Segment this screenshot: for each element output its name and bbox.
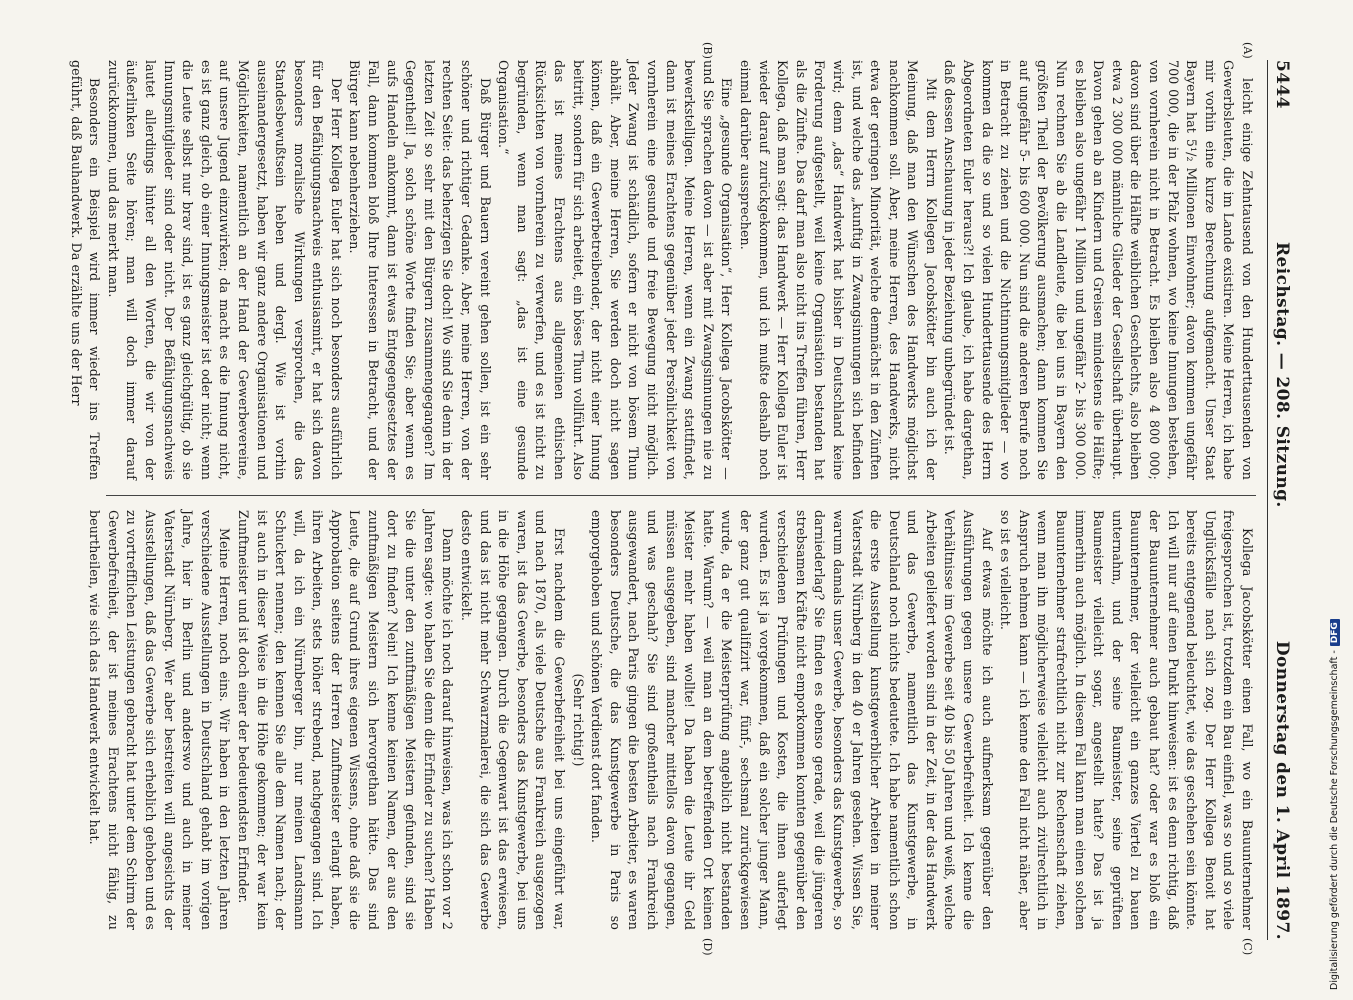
page-header xyxy=(1272,60,1300,940)
paragraph: Der Herr Kollega Euler hat sich noch besonders ausführlich für den Befähigungsnachweis enthusiasmirt, er hat sich davon besonders moralische Wirkungen versprochen, die das Standesbewußtsein heben und dergl. Wie ist vorhin auseinandergesetzt, haben wir ganz andere Organisationen und Möglichkeiten, namentlich an der Hand der Gewerbevereine, auf unsere Jugend einzuwirken; da macht es die Innung nicht, es ist ganz gleich, ob einer Innungsmeister ist oder nicht; wenn die Leute selbst nur brav sind, ist es ganz gleichgültig, ob sie Innungsmitglieder sind oder nicht. Der Befähigungsnachweis lautet allerdings hinter all den Worten, die wir von der äußerlinken Seite hören; man will doch immer darauf zurückkommen, und das merkt man. xyxy=(105,60,344,480)
dfg-logo: DFG xyxy=(1330,619,1340,646)
paragraph: Daß Bürger und Bauern vereint gehen sollen, ist ein sehr schöner und richtiger Gedanke. Aber, meine Herren, von der rechten Seite: das beherzigen Sie doch! Wo sind Sie denn in der letzten Zeit so sehr mit den Bürgern zusammengegangen? Im Gegentheil! Ja, solch schöne Worte finden Sie; aber wenn es aufs Handeln ankommt, dann ist etwas Entgegengesetztes der Fall, dann kommen bloß Ihre Interessen in Betracht, und der Bürger kann nebenherziehen. xyxy=(347,60,493,480)
margin-marker-b: (B) xyxy=(701,42,714,59)
footer-text: Digitalisierung gefördert durch die Deutsche Forschungsgemeinschaft - xyxy=(1329,650,1340,990)
paragraph: Mit dem Herrn Kollegen Jacobskötter bin auch ich der Meinung, daß man den Wünschen des Handwerks möglichst nachkommen soll. Aber, meine Herren, des Handwerks, nicht etwa der geringen Minorität, welche demnächst in den Zünften ist, und welche das „kunftig in Zwangsinnungen sich befinden wird; denn „das“ Handwerk hat bisher in Deutschland keine Forderung aufgestellt, weil keine Organisation bestanden hat als die Zünfte. Das darf man also nicht ins Treffen führen, Herr Kollega, daß man sagt: das Handwerk — Herr Kollega Euler ist wieder darauf zurückgekommen, und ich mußte deshalb noch einmal darüber aussprechen. xyxy=(737,60,939,480)
session-title: Reichstag. — 208. Sitzung. xyxy=(1272,242,1292,508)
margin-marker-c: (C) xyxy=(1241,938,1254,956)
paragraph: Kollega Jacobskötter einen Fall, wo ein Bauunternehmer freigesprochen ist, trotzdem ein Bau einfiel, was so und so viele Unglücksfälle nach sich zog. Der Herr Kollega Benoit hat bereits entgegnend beleuchtet, wie das geschehen sein könnte. Ich will nur auf einen Punkt hinweisen: ist es denn richtig, daß der Bauunternehmer auch gebaut hat? oder war es bloß ein Bauunternehmer, der vielleicht ein ganzes Viertel zu bauen unternahm, und der seine Baumeister, seine geprüften Baumeister vielleicht sogar, angestellt hatte? Das ist ja immerhin auch möglich. In diesem Fall kann man einen solchen Bauunternehmer strafrechtlich nicht zur Rechenschaft ziehen, wenn man ihn möglicherweise vielleicht auch zivilrechtlich in Anspruch nehmen kann — ich kenne den Fall nicht näher, aber so ist es vielleicht. xyxy=(998,510,1255,930)
margin-marker-d: (D) xyxy=(701,938,714,956)
digitization-footer xyxy=(1329,619,1340,990)
paragraph: leicht einige Zehntausend von den Hunderttausenden von Gewerbsleuten, die im Lande existiren. Meine Herren, ich habe mir vorhin eine kurze Berechnung aufgemacht. Unser Staat Bayern hat 5¹/₂ Millionen Einwohner; davon kommen ungefähr 700 000, die in der Pfalz wohnen, wo keine Innungen bestehen, von vornherein nicht in Betracht. Es bleiben also 4 800 000; davon sind über die Hälfte weiblichen Geschlechts, also bleiben etwa 2 300 000 männliche Glieder der Gesellschaft überhaupt. Davon gehen ab an Kindern und Greisen mindestens die Hälfte; es bleiben also ungefähr 1 Million und ungefähr 2- bis 300 000. Nun rechnen Sie ab die Landleute, die bei uns in Bayern den größten Theil der Bevölkerung ausmachen; dann kommen Sie auf ungefähr 5- bis 600 000. Nun sind die anderen Berufe noch in Betracht zu ziehen und die Nichtinnungsmitglieder — wo kommen da die so und so vielen Hunderttausende des Herrn Abgeordneten Euler heraus?! Ich glaube, ich habe dargethan, daß dessen Anschauung in jeder Beziehung unbegründet ist. xyxy=(942,60,1255,480)
paragraph: Eine „gesunde Organisation“, Herr Kollega Jacobskötter — und Sie sprachen davon — ist aber mit Zwangsinnungen nie zu bewerkstelligen. Meine Herren, wenn ein Zwang stattfindet, dann ist meines Erachtens gegenüber jeder Persönlichkeit von vornherein eine gesunde und freie Bewegung nicht möglich. Jeder Zwang ist schädlich, sofern er nicht von bösem Thun abhält. Aber, meine Herren, Sie werden doch nicht sagen können, daß ein Gewerbetreibender, der nicht einer Innung beitritt, sondern für sich arbeitet, ein böses Thun vollführt. Also das ist meines Erachtens aus allgemeinen ethischen Rücksichten von vornherein zu verwerfen, und es ist nicht zu begründen, wenn man sagt: „das ist eine gesunde Organisation.“ xyxy=(496,60,735,480)
column-divider xyxy=(106,495,1256,496)
page-number: 5444 xyxy=(1272,60,1292,109)
session-date: Donnerstag den 1. April 1897. xyxy=(1272,640,1292,940)
header-rule xyxy=(1267,60,1268,940)
paragraph: Dann möchte ich noch darauf hinweisen, was ich schon vor 2 Jahren sagte: wo haben Sie denn die Erfinder zu suchen? Haben Sie die unter den zunftmäßigen Meistern gefunden, sind sie dort zu finden? Nein! Ich kenne keinen Namen, der aus den zunftmäßigen Meistern sich hervorgethan hätte. Das sind Leute, die auf Grund ihres eigenen Wissens, ohne daß sie die Approbation seitens der Herren Zunftmeister erlangt haben, ihren Arbeiten, stets höher strebend, nachgegangen sind. Ich will, da ich ein Nürnberger bin, nur meinen Landsmann Schuckert nennen; den kennen Sie alle dem Namen nach; der ist auch in dieser Weise in die Höhe gekommen; der war kein Zunftmeister und ist doch einer der bedeutendsten Erfinder. xyxy=(235,510,456,930)
interjection: (Sehr richtig!) xyxy=(570,673,586,767)
paragraph: Besonders ein Beispiel wird immer wieder ins Treffen geführt, daß Bauhandwerk. Da erzählte uns der Herr xyxy=(68,60,103,480)
paragraph: Erst nachdem die Gewerbefreiheit bei uns eingeführt war, und nach 1870, als viele Deutsche aus Frankreich ausgezogen waren, ist das Gewerbe, besonders das Kunstgewerbe, bei uns in die Höhe gegangen. Durch die Gegenwart ist das erwiesen, und das ist nicht mehr Schwarzmalerei, die sich das Gewerbe desto entwickelt. xyxy=(459,510,568,930)
right-column xyxy=(85,510,1256,956)
paragraph: Auf etwas möchte ich auch aufmerksam gegenüber den Ausführungen gegen unsere Gewerbefreiheit. Ich kenne die Verhältnisse im Gewerbe seit 40 bis 50 Jahren und weiß, welche Arbeiten geliefert worden sind in der Zeit, in der das Handwerk und das Gewerbe, namentlich das Kunstgewerbe, in Deutschland noch nichts bedeutete. Ich habe namentlich schon die erste Ausstellung kunstgewerblicher Arbeiten in meiner Vaterstadt Nürnberg in den 40 er Jahren gesehen. Wissen Sie, warum damals unser Gewerbe, besonders das Kunstgewerbe, so darniederlag? Sie finden es ebenso gerade, weil die jüngeren strebsamen Kräfte nicht emporkommen konnten gegenüber den verschiedenen Prüfungen und Kosten, die ihnen auferlegt wurden. Es ist ja vorgekommen, daß ein solcher junger Mann, der ganz gut qualifizirt war, fünf-, sechsmal zurückgewiesen wurde, da er die Meisterprüfung angeblich nicht bestanden hatte. Warum? — weil man an dem betreffenden Ort keinen Meister mehr haben wollte! Da haben die Leute ihr Geld müssen ausgegeben, sind mancher mittellos davon gegangen, und was geschah? Sie sind großentheils nach Frankreich ausgewandert, nach Paris gingen die besten Arbeiter, es waren besonders Deutsche, die das Kunstgewerbe in Paris so emporgehoben und schönen Verdienst dort fanden. xyxy=(589,510,995,930)
paragraph: Meine Herren, noch eins. Wir haben in den letzten Jahren verschiedene Ausstellungen in Deutschland gehabt im vorigen Jahre, hier in Berlin und anderswo und auch in meiner Vaterstadt Nürnberg. Wer aber bestreiten will angesichts der Ausstellungen, daß das Gewerbe sich erheblich gehoben und es zu vortrefflichen Leistungen gebracht hat unter dem Schirm der Gewerbefreiheit, der ist meines Erachtens nicht fähig, zu beurtheilen, wie sich das Handwerk entwickelt hat. xyxy=(87,510,233,930)
rotated-page xyxy=(68,42,1300,956)
left-column xyxy=(66,42,1256,480)
margin-marker-a: (A) xyxy=(1241,42,1254,59)
